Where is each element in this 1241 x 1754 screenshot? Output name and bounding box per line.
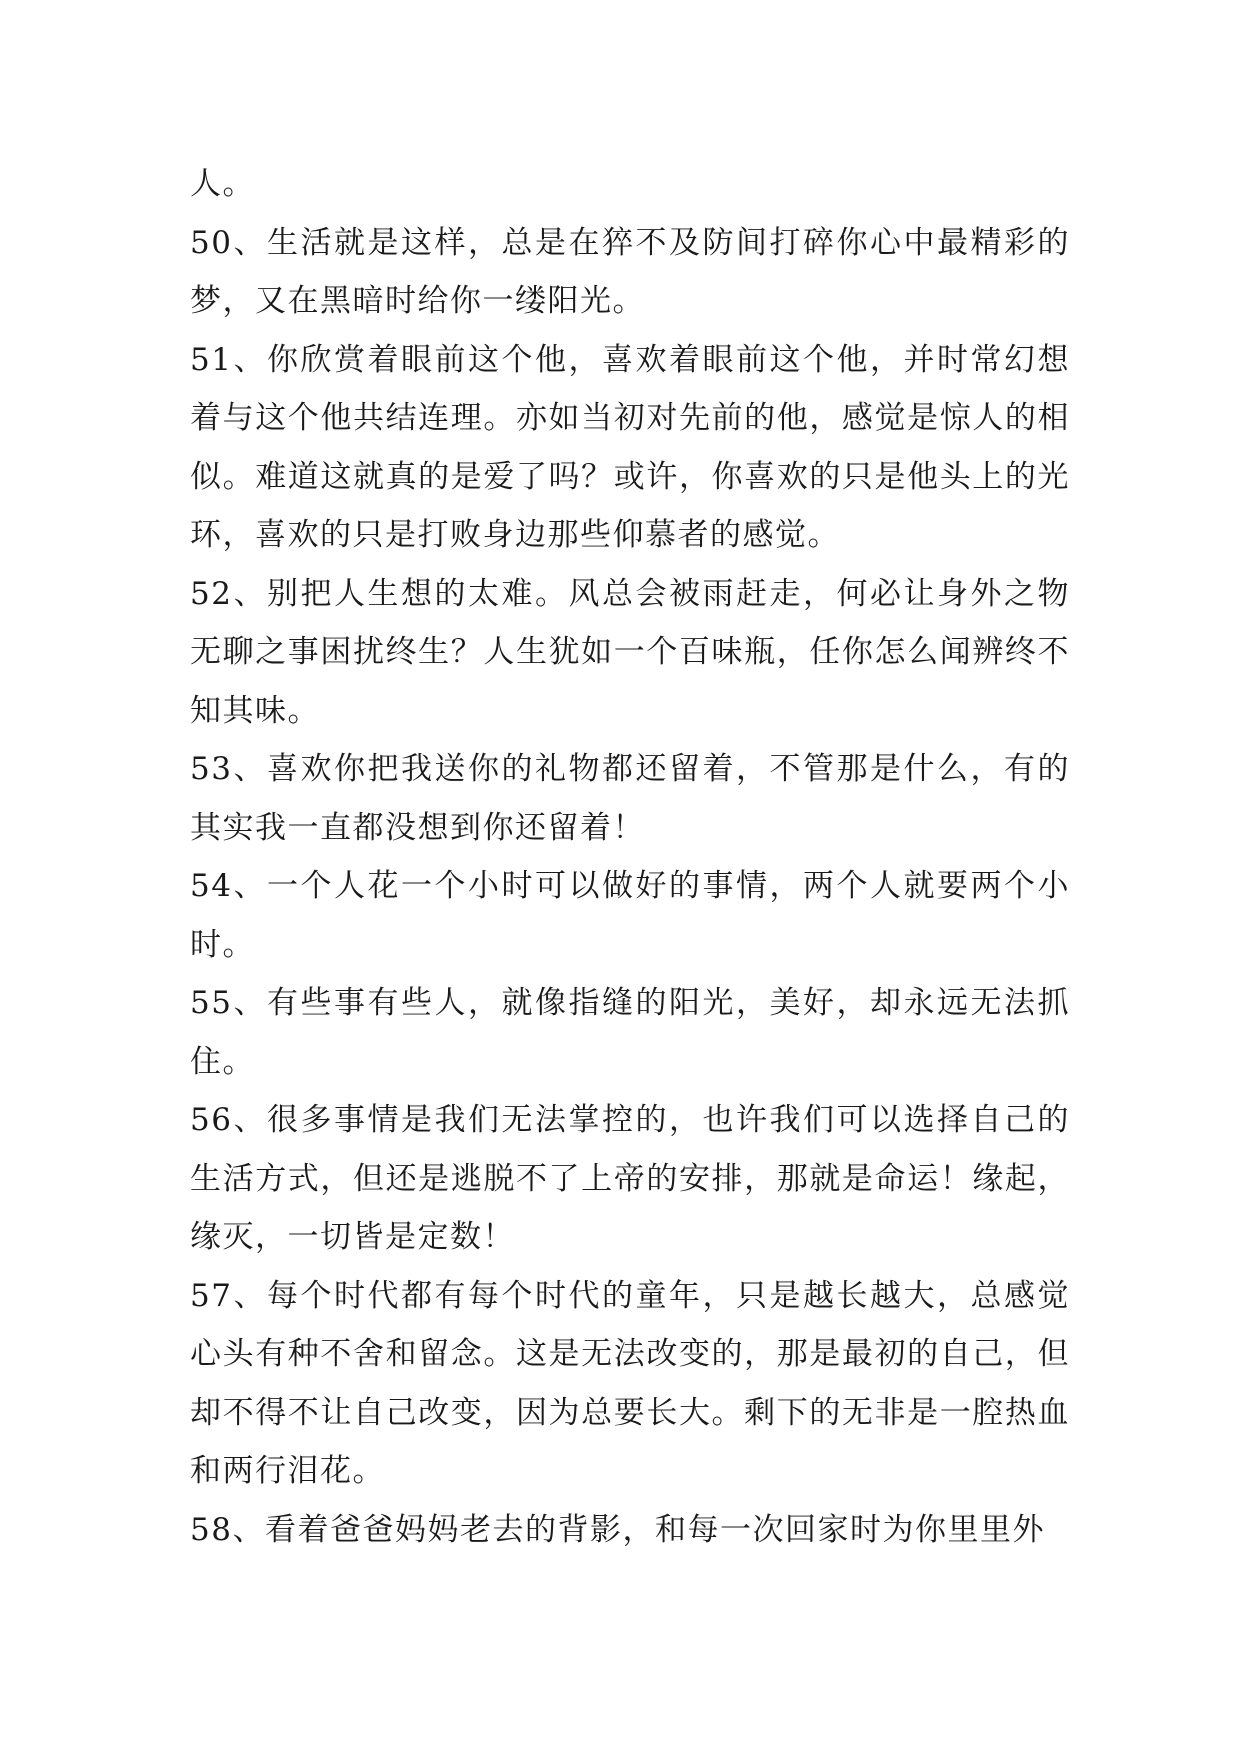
paragraph-56: 56、很多事情是我们无法掌控的，也许我们可以选择自己的生活方式，但还是逃脱不了上帝的安排，那就是命运！缘起，缘灭，一切皆是定数！	[190, 1102, 1070, 1255]
paragraph-54: 54、一个人花一个小时可以做好的事情，两个人就要两个小时。	[190, 868, 1070, 963]
paragraph-51: 51、你欣赏着眼前这个他，喜欢着眼前这个他，并时常幻想着与这个他共结连理。亦如当初对先前的他，感觉是惊人的相似。难道这就真的是爱了吗？或许，你喜欢的只是他头上的光环，喜欢的只是打败身边那些仰慕者的感觉。	[190, 341, 1070, 553]
paragraph-57: 57、每个时代都有每个时代的童年，只是越长越大，总感觉心头有种不舍和留念。这是无法改变的，那是最初的自己，但却不得不让自己改变，因为总要长大。剩下的无非是一腔热血和两行泪花。	[190, 1277, 1070, 1489]
paragraph-55: 55、有些事有些人，就像指缝的阳光，美好，却永远无法抓住。	[190, 985, 1070, 1080]
paragraph-52: 52、别把人生想的太难。风总会被雨赶走，何必让身外之物无聊之事困扰终生？人生犹如一个百味瓶，任你怎么闻辨终不知其味。	[190, 575, 1070, 729]
paragraph-53: 53、喜欢你把我送你的礼物都还留着，不管那是什么，有的其实我一直都没想到你还留着！	[190, 751, 1070, 846]
paragraph-58: 58、看着爸爸妈妈老去的背影，和每一次回家时为你里里外	[190, 1511, 1045, 1548]
paragraph-continuation: 人。	[190, 166, 255, 202]
document-body	[190, 155, 1070, 1559]
paragraph-50: 50、生活就是这样，总是在猝不及防间打碎你心中最精彩的梦，又在黑暗时给你一缕阳光。	[190, 224, 1070, 319]
